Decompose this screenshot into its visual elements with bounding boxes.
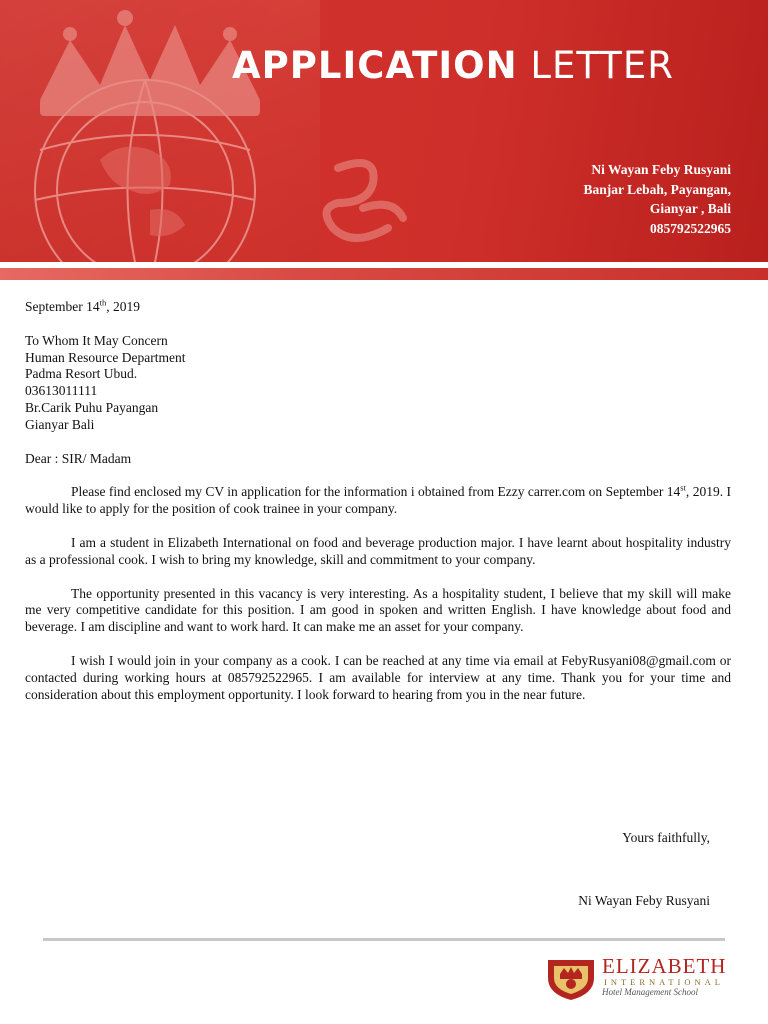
paragraph-4: I wish I would join in your company as a cook. I can be reached at any time via email at FebyRusyani08@gmail.com or contacted during working hours at 085792522965. I am available for interview at any time. Thank you for your time and consideration about this employment opportunity. I look forward to hearing from you in the near future.: [25, 652, 731, 702]
recipient-line: 03613011111: [25, 383, 98, 399]
recipient-line: Br.Carik Puhu Payangan: [25, 399, 159, 415]
logo-name: ELIZABETH: [602, 954, 727, 978]
date-day: September 14: [25, 299, 100, 314]
crest-icon: [544, 954, 598, 1002]
header-banner: [0, 0, 768, 280]
recipient-address: [25, 333, 731, 434]
recipient-line: Human Resource Department: [25, 349, 186, 365]
signer-name: Ni Wayan Feby Rusyani: [578, 893, 710, 908]
recipient-line: To Whom It May Concern: [25, 332, 168, 348]
title-light: LETTER: [530, 44, 674, 87]
sender-name: Ni Wayan Feby Rusyani: [591, 162, 731, 177]
salutation: Dear : SIR/ Madam: [25, 450, 132, 466]
closing: Yours faithfully,: [622, 830, 710, 845]
sender-address-1: Banjar Lebah, Payangan,: [583, 181, 731, 197]
sender-address-2: Gianyar , Bali: [649, 201, 731, 216]
school-logo: [540, 952, 730, 1004]
logo-subtitle: INTERNATIONAL: [604, 977, 724, 987]
logo-tagline: Hotel Management School: [602, 987, 698, 997]
paragraph-1-sup: st: [680, 482, 686, 493]
banner-bottom-strip: [0, 268, 768, 280]
footer-divider: [43, 938, 725, 941]
recipient-line: Padma Resort Ubud.: [25, 366, 138, 382]
sender-contact: [583, 160, 731, 238]
paragraph-1-b: , 2019. I would like to apply for the position of cook trainee in your company.: [25, 484, 731, 517]
paragraph-3: The opportunity presented in this vacancy is very interesting. As a hospitality student, I believe that my skill will make me very competitive candidate for this position. I am good in spoken and written English. I have knowledge about food and beverage. I am discipline and want to work hard. It can make me an asset for your company.: [25, 585, 731, 635]
date-year: , 2019: [106, 299, 140, 314]
letter-date: [25, 299, 731, 316]
crown-globe-icon: [0, 0, 320, 262]
paragraph-2: I am a student in Elizabeth International on food and beverage production major. I have learnt about hospitality industry as a professional cook. I wish to bring my knowledge, skill and commitment to your company.: [25, 534, 731, 567]
ampersand-ribbon-icon: [308, 148, 418, 258]
paragraph-1: [25, 484, 731, 518]
document-title: [232, 44, 674, 87]
letter-body: [25, 299, 731, 720]
paragraph-1-a: Please find enclosed my CV in application for the information i obtained from Ezzy carrer.com on September 14: [71, 484, 681, 500]
title-bold: APPLICATION: [232, 44, 518, 87]
sender-phone: 085792522965: [650, 220, 731, 236]
date-suffix: th: [99, 297, 107, 308]
recipient-line: Gianyar Bali: [25, 416, 95, 432]
